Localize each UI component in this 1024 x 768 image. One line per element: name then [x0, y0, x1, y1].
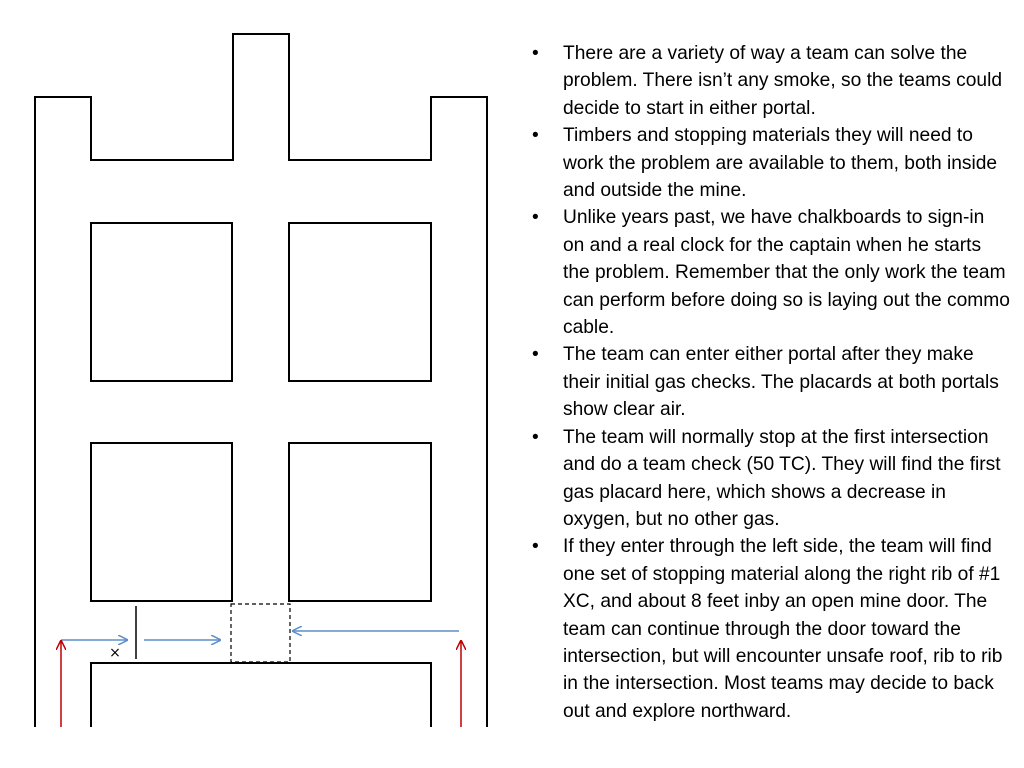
notes-list — [532, 40, 1010, 725]
pillar-lower-right — [289, 443, 431, 601]
note-item — [532, 40, 1010, 122]
bullet: • — [532, 207, 539, 229]
note-text: The team will normally stop at the first intersection and do a team check (50 TC). They will find the first gas placard here, which shows a decrease in oxygen, but no other gas. — [563, 426, 1001, 530]
note-text: Timbers and stopping materials they will need to work the problem are available to them, both inside and outside the mine. — [563, 125, 998, 202]
bullet: • — [532, 43, 539, 64]
x-marker: × — [109, 645, 121, 661]
bullet: • — [532, 125, 539, 147]
pillar-lower-left — [91, 443, 232, 601]
note-text: Unlike years past, we have chalkboards to sign-in on and a real clock for the captain when he starts the problem. Remember that the only work the team can perform before doing so is laying out the commo cable. — [563, 207, 1010, 339]
note-item — [532, 533, 1010, 725]
note-item — [532, 341, 1010, 423]
note-text: There are a variety of way a team can solve the problem. There isn’t any smoke, so the teams could decide to start in either portal. — [563, 43, 1003, 119]
note-item — [532, 122, 1010, 204]
pillar-upper-right — [289, 223, 431, 381]
stopping-dashed-box — [231, 604, 290, 662]
note-item — [532, 424, 1010, 534]
note-item — [532, 204, 1010, 341]
pillar-upper-left — [91, 223, 232, 381]
note-text: If they enter through the left side, the team will find one set of stopping material along the right rib of #1 XC, and about 8 feet inby an open mine door. The team can continue through the door toward the intersection, but will encounter unsafe roof, rib to rib in the intersection. Most teams may decide to back out and explore northward. — [563, 536, 1003, 722]
note-text: The team can enter either portal after they make their initial gas checks. The placards at both portals show clear air. — [563, 344, 999, 421]
bullet: • — [532, 344, 539, 366]
bullet: • — [532, 536, 539, 558]
bullet: • — [532, 426, 539, 448]
bottom-block — [91, 663, 431, 727]
